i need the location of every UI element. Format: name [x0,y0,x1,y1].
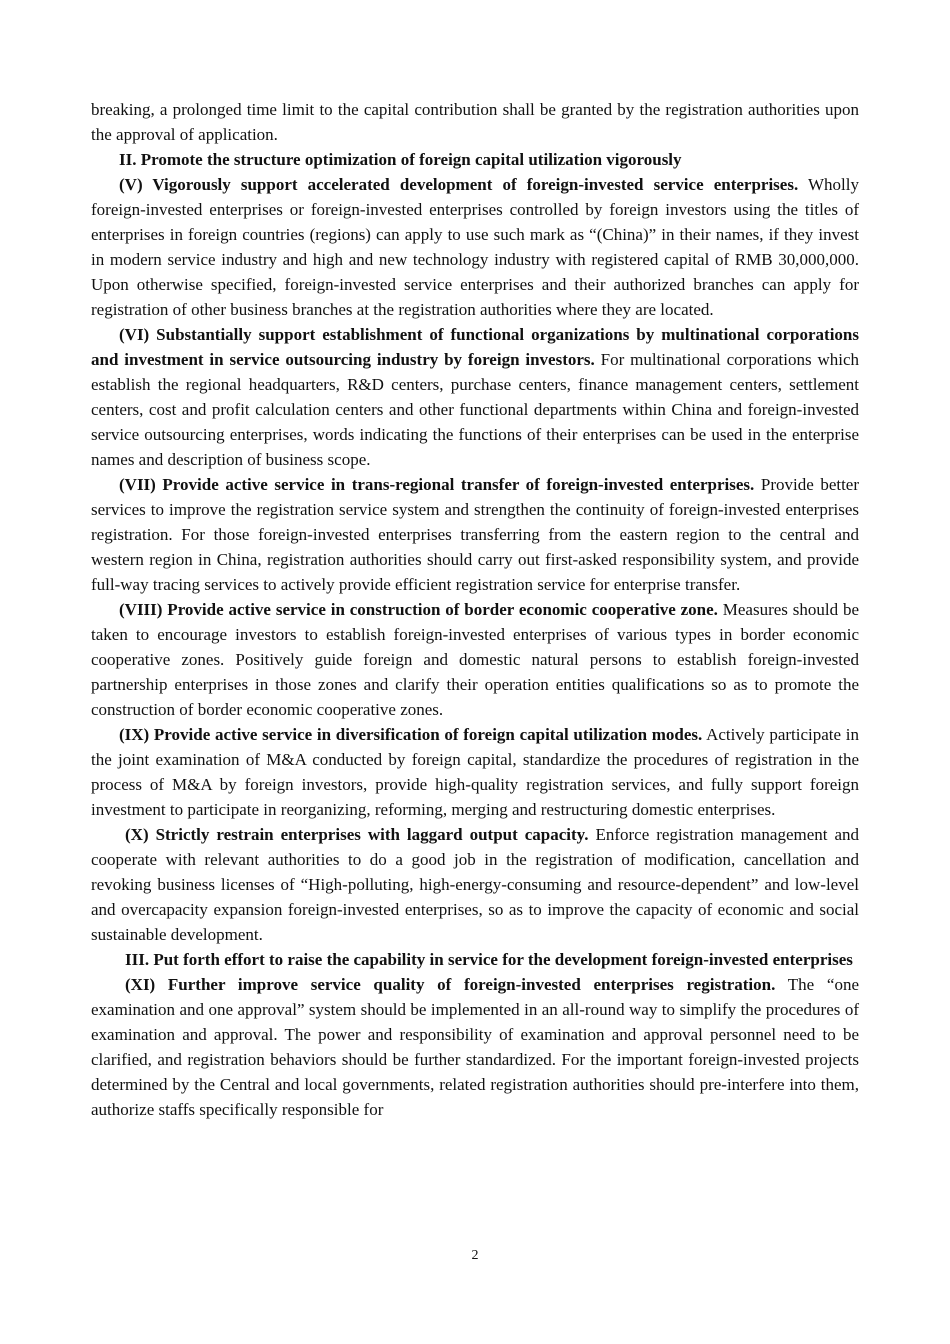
item-v-title: (V) Vigorously support accelerated development of foreign-invested service enterprises. [119,175,799,194]
item-vi-title: (VI) Substantially support establishment of functional organizations by multinational corporations and investment in service outsourcing industry by foreign investors. [91,325,859,369]
item-ix-title: (IX) Provide active service in diversification of foreign capital utilization modes. [119,725,703,744]
section-iii-heading: III. Put forth effort to raise the capability in service for the development foreign-invested enterprises [125,950,853,969]
section-ii-heading: II. Promote the structure optimization of foreign capital utilization vigorously [119,150,682,169]
item-xi-body: The “one examination and one approval” system should be implemented in an all-round way to simplify the procedures of examination and approval. The power and responsibility of examination and approval personnel need to be clarified, and registration behaviors should be further standardized. For the important foreign-invested projects determined by the Central and local governments, related registration authorities should pre-interfere into them, authorize staffs specifically responsible for [91,975,860,1119]
page-number: 2 [471,1248,479,1263]
item-vii-title: (VII) Provide active service in trans-regional transfer of foreign-invested enterprises. [119,475,755,494]
item-xi-title: (XI) Further improve service quality of foreign-invested enterprises registration. [125,975,776,994]
item-vi-body: For multinational corporations which establish the regional headquarters, R&D centers, purchase centers, finance management centers, settlement centers, cost and profit calculation centers and other functional departments within China and foreign-invested service outsourcing enterprises, words indicating the functions of their enterprises can be used in the enterprise names and description of business scope. [91,350,859,469]
item-vi-paragraph [91,322,859,472]
item-viii-body: Measures should be taken to encourage investors to establish foreign-invested enterprises of various types in border economic cooperative zones. Positively guide foreign and domestic natural persons to establish foreign-invested partnership enterprises in those zones and clarify their operation entities qualifications so as to promote the construction of border economic cooperative zones. [91,600,859,719]
item-ix-paragraph [91,722,859,822]
item-viii-paragraph [91,597,859,722]
document-page [91,97,859,1122]
item-xi-paragraph [91,972,859,1122]
item-ix-body: Actively participate in the joint examination of M&A conducted by foreign capital, standardize the procedures of registration in the process of M&A by foreign investors, provide high-quality registration services, and fully support foreign investment to participate in reorganizing, reforming, merging and restructuring domestic enterprises. [91,725,860,819]
item-x-body: Enforce registration management and cooperate with relevant authorities to do a good job in the registration of modification, cancellation and revoking business licenses of “High-polluting, high-energy-consuming and resource-dependent” and low-level and overcapacity expansion foreign-invested enterprises, so as to improve the capacity of economic and social sustainable development. [91,825,859,944]
item-v-body: Wholly foreign-invested enterprises or foreign-invested enterprises controlled by foreign investors using the titles of enterprises in foreign countries (regions) can apply to use such mark as “(China)” in their names, if they invest in modern service industry and high and new technology industry with registered capital of RMB 30,000,000. Upon otherwise specified, foreign-invested service enterprises and their authorized branches can apply for registration of other business branches at the registration authorities where they are located. [91,175,859,319]
item-vii-body: Provide better services to improve the registration service system and strengthen the continuity of foreign-invested enterprises registration. For those foreign-invested enterprises transferring from the eastern region to the central and western region in China, registration authorities should carry out first-asked responsibility system, and provide full-way tracing services to actively provide efficient registration service for enterprise transfer. [91,475,860,594]
item-v-paragraph [91,172,859,322]
item-vii-paragraph [91,472,859,597]
continuation-paragraph: breaking, a prolonged time limit to the capital contribution shall be granted by the registration authorities upon the approval of application. [91,100,859,144]
item-x-title: (X) Strictly restrain enterprises with laggard output capacity. [125,825,589,844]
item-viii-title: (VIII) Provide active service in construction of border economic cooperative zone. [119,600,718,619]
item-x-paragraph [91,822,859,947]
